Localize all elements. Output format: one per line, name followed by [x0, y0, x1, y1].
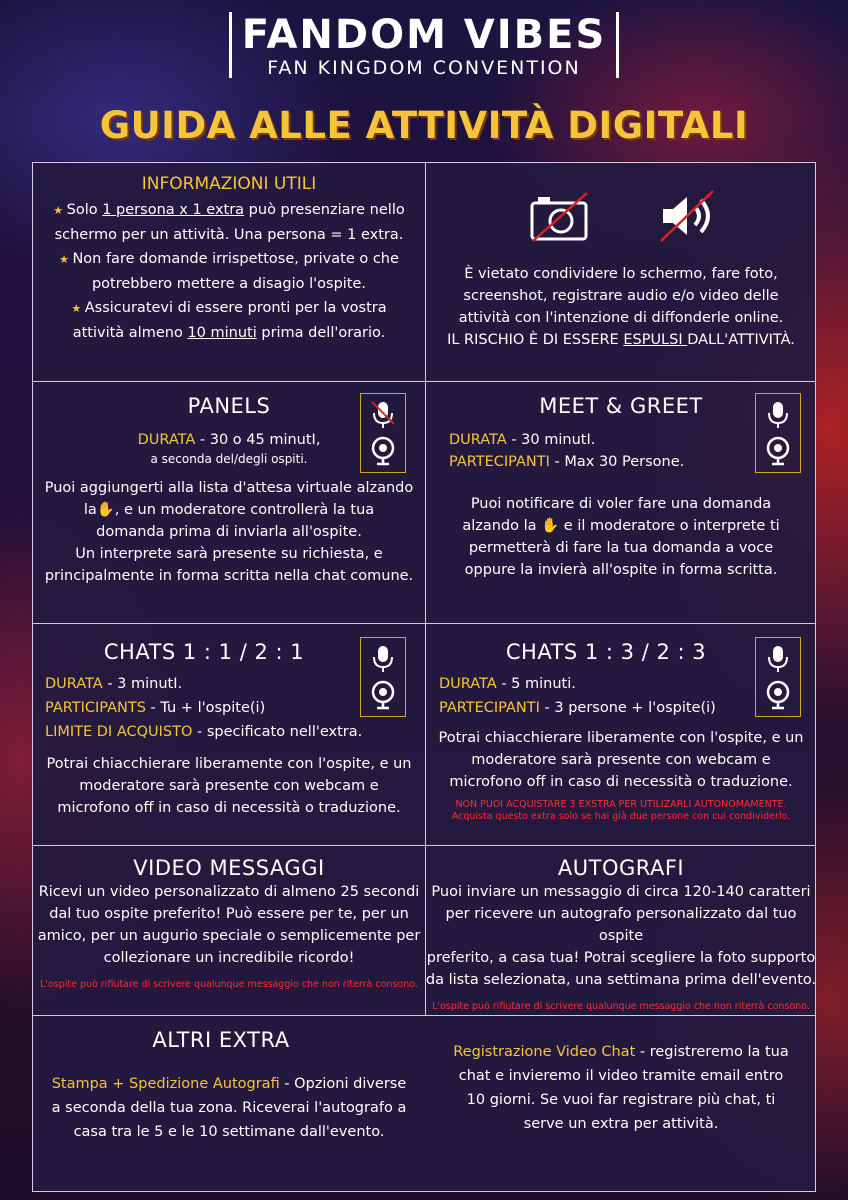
- chats-2-line: moderatore sarà presente con webcam e: [471, 752, 771, 768]
- autografi-line: da lista selezionata, una settimana prima dell'evento.: [425, 972, 817, 988]
- logo-main: FANDOM VIBES: [241, 12, 607, 58]
- divider: [33, 381, 815, 382]
- chats-1-line: Potrai chiacchierare liberamente con l'ospite, e un: [46, 756, 412, 772]
- divider: [33, 623, 815, 624]
- rules-line: IL RISCHIO È DI ESSERE ESPULSI DALL'ATTIVITÀ.: [447, 332, 795, 348]
- chats-1-duration: DURATA - 3 minutI.: [45, 676, 183, 692]
- panels-line: Puoi aggiungerti alla lista d'attesa virtuale alzando: [44, 480, 414, 496]
- raised-hand-icon: ✋: [96, 502, 115, 518]
- registrazione-line: Registrazione Video Chat - registreremo la tua: [453, 1044, 789, 1060]
- muted-microphone-icon: [369, 400, 397, 430]
- video-warning: L'ospite può rifiutare di scrivere qualunque messaggio che non riterrà consono.: [40, 979, 418, 990]
- chats-1-participants: PARTICIPANTS - Tu + l'ospite(i): [45, 700, 266, 716]
- panels-line: principalmente in forma scritta nella chat comune.: [44, 568, 414, 584]
- star-icon: ★: [71, 302, 85, 315]
- autografi-line: Puoi inviare un messaggio di circa 120-140 caratteri: [431, 884, 811, 900]
- activities-grid: [32, 162, 816, 1192]
- rules-line: screenshot, registrare audio e/o video delle: [463, 288, 779, 304]
- meet-participants: PARTECIPANTI - Max 30 Persone.: [449, 454, 685, 470]
- chats-1-line: microfono off in caso di necessità o traduzione.: [57, 800, 401, 816]
- chats-2-icons: [755, 637, 801, 717]
- autografi-line: per ricevere un autografo personalizzato dal tuo ospite: [445, 906, 797, 944]
- webcam-icon: [369, 680, 397, 712]
- raised-hand-icon: ✋: [541, 518, 560, 534]
- chats-1-icons: [360, 637, 406, 717]
- rules-line: È vietato condividere lo schermo, fare foto,: [464, 266, 778, 282]
- video-line: amico, per un augurio speciale o semplicemente per: [37, 928, 421, 944]
- altri-section: [33, 1029, 425, 1143]
- divider: [33, 1015, 815, 1016]
- info-line: potrebbero mettere a disagio l'ospite.: [91, 276, 367, 292]
- autografi-line: preferito, a casa tua! Potrai scegliere la foto supporto: [426, 950, 816, 966]
- video-title: VIDEO MESSAGGI: [133, 856, 325, 880]
- chats-2-line: microfono off in caso di necessità o traduzione.: [449, 774, 793, 790]
- info-line: attività almeno 10 minuti prima dell'orario.: [72, 325, 386, 341]
- chats-1-title: CHATS 1 : 1 / 2 : 1: [103, 640, 305, 664]
- panels-duration-note: a seconda del/degli ospiti.: [150, 452, 308, 466]
- registrazione-line: serve un extra per attività.: [523, 1116, 719, 1132]
- altri-line: casa tra le 5 e le 10 settimane dall'evento.: [73, 1124, 385, 1140]
- autografi-title: AUTOGRAFI: [557, 856, 685, 880]
- logo-box: [229, 12, 620, 78]
- meet-icons: [755, 393, 801, 473]
- altri-title: ALTRI EXTRA: [152, 1028, 290, 1052]
- meet-title: MEET & GREET: [539, 394, 703, 418]
- chats-2-title: CHATS 1 : 3 / 2 : 3: [505, 640, 707, 664]
- panels-title: PANELS: [187, 394, 271, 418]
- microphone-icon: [369, 644, 397, 674]
- info-line: schermo per un attività. Una persona = 1 extra.: [54, 227, 404, 243]
- altri-line: Stampa + Spedizione Autografi - Opzioni diverse: [51, 1076, 407, 1092]
- panels-line: Un interprete sarà presente su richiesta, e: [75, 546, 383, 562]
- webcam-icon: [764, 680, 792, 712]
- chats-2-line: Potrai chiacchierare liberamente con l'ospite, e un: [438, 730, 804, 746]
- webcam-icon: [764, 436, 792, 468]
- chats-1-limit: LIMITE DI ACQUISTO - specificato nell'extra.: [45, 724, 363, 740]
- registrazione-line: chat e invieremo il video tramite email entro: [458, 1068, 784, 1084]
- info-line: ★ Assicuratevi di essere pronti per la vostra: [71, 300, 387, 316]
- autografi-section: [425, 857, 817, 1013]
- chats-2-warning: Acquista questo extra solo se hai già due persone con cui condividerlo.: [451, 811, 791, 822]
- meet-line: oppure la invierà all'ospite in forma scritta.: [464, 562, 778, 578]
- logo-sub: FAN KINGDOM CONVENTION: [267, 57, 581, 79]
- registrazione-line: 10 giorni. Se vuoi far registrare più chat, ti: [466, 1092, 776, 1108]
- chats-2-warning: NON PUOI ACQUISTARE 3 EXSTRA PER UTILIZARLI AUTONOMAMENTE.: [455, 799, 787, 810]
- microphone-icon: [764, 400, 792, 430]
- star-icon: ★: [59, 253, 73, 266]
- rules-section: [425, 189, 817, 351]
- meet-line: Puoi notificare di voler fare una domanda: [470, 496, 772, 512]
- meet-line: permetterà di fare la tua domanda a voce: [468, 540, 774, 556]
- info-title: INFORMAZIONI UTILI: [141, 174, 317, 194]
- video-line: dal tuo ospite preferito! Può essere per te, per un: [49, 906, 409, 922]
- altri-line: a seconda della tua zona. Riceverai l'autografo a: [51, 1100, 407, 1116]
- microphone-icon: [764, 644, 792, 674]
- info-line: ★ Solo 1 persona x 1 extra può presenziare nello: [53, 202, 405, 218]
- webcam-icon: [369, 436, 397, 468]
- meet-line: alzando la ✋ e il moderatore o interprete ti: [462, 518, 780, 534]
- page-title: GUIDA ALLE ATTIVITÀ DIGITALI: [99, 104, 749, 147]
- divider: [33, 845, 815, 846]
- panels-duration: DURATA - 30 o 45 minutI,: [137, 432, 321, 448]
- chats-2-participants: PARTECIPANTI - 3 persone + l'ospite(i): [439, 700, 716, 716]
- panels-line: la✋, e un moderatore controllerà la tua: [83, 502, 375, 518]
- panels-icons: [360, 393, 406, 473]
- chats-1-line: moderatore sarà presente con webcam e: [79, 778, 379, 794]
- video-section: [33, 857, 425, 991]
- info-line: ★ Non fare domande irrispettose, private o che: [59, 251, 399, 267]
- info-section: [33, 173, 425, 344]
- panels-line: domanda prima di inviarla all'ospite.: [96, 524, 362, 540]
- registrazione-section: [425, 1041, 817, 1135]
- video-line: Ricevi un video personalizzato di almeno 25 secondi: [38, 884, 420, 900]
- no-camera-icon: [529, 189, 591, 243]
- rules-line: attività con l'intenzione di diffonderle online.: [458, 310, 784, 326]
- chats-2-duration: DURATA - 5 minuti.: [439, 676, 576, 692]
- logo: [0, 12, 848, 78]
- meet-duration: DURATA - 30 minutI.: [449, 432, 596, 448]
- video-line: collezionare un incredibile ricordo!: [103, 950, 355, 966]
- star-icon: ★: [53, 204, 67, 217]
- autografi-warning: L'ospite può rifiutare di scrivere qualunque messaggio che non riterrà consono.: [432, 1001, 810, 1012]
- mute-audio-icon: [657, 189, 717, 243]
